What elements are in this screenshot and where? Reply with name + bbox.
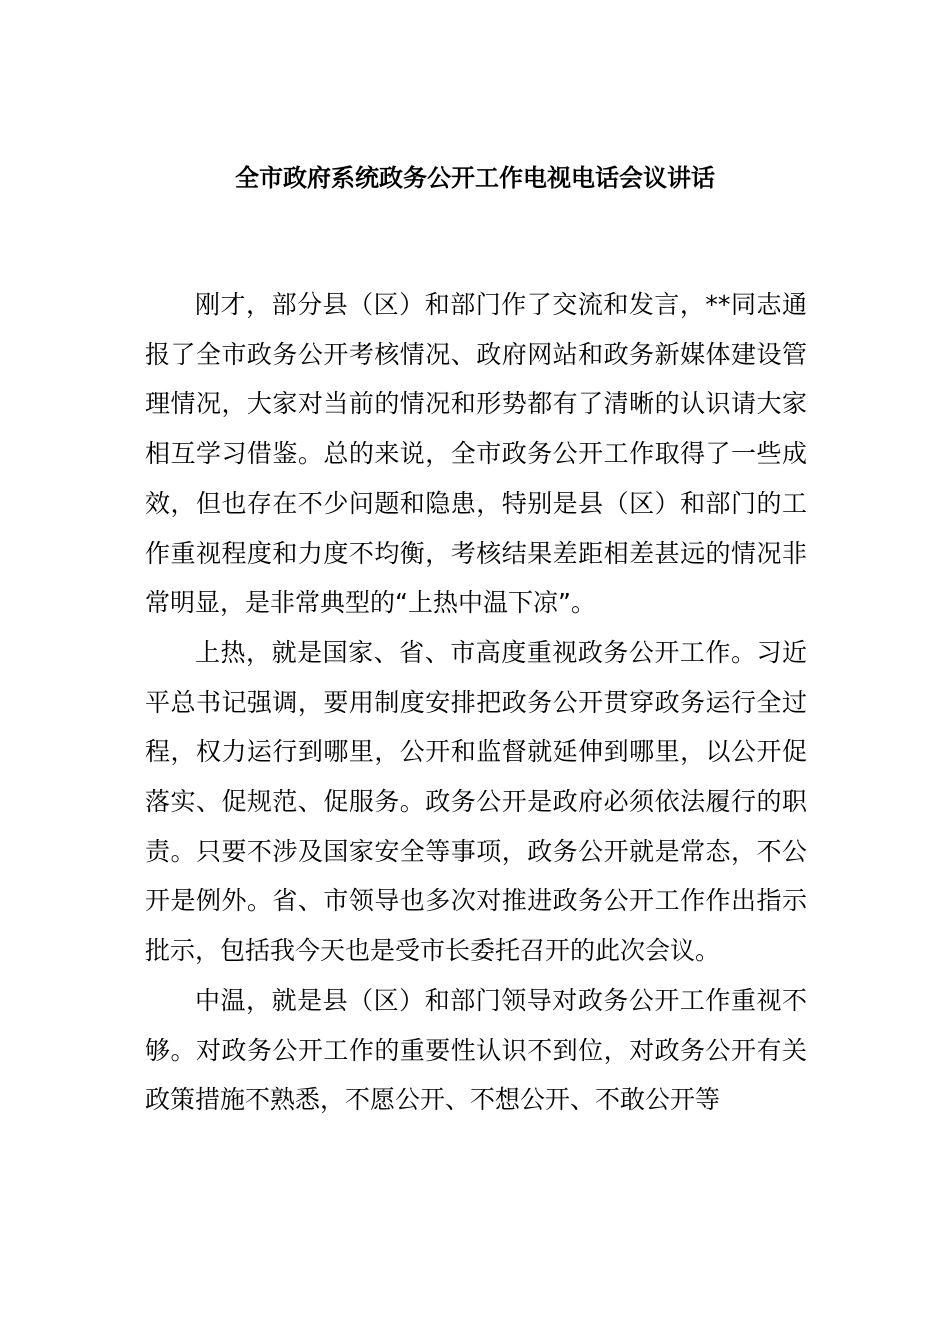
- document-body: [145, 280, 807, 1125]
- paragraph-3: 中温，就是县（区）和部门领导对政务公开工作重视不够。对政务公开工作的重要性认识不到位，对政务公开有关政策措施不熟悉，不愿公开、不想公开、不敢公开等: [145, 985, 807, 1115]
- document-title: 全市政府系统政务公开工作电视电话会议讲话: [235, 164, 715, 192]
- paragraph-2: 上热，就是国家、省、市高度重视政务公开工作。习近平总书记强调，要用制度安排把政务公开贯穿政务运行全过程，权力运行到哪里，公开和监督就延伸到哪里，以公开促落实、促规范、促服务。政务公开是政府必须依法履行的职责。只要不涉及国家安全等事项，政务公开就是常态，不公开是例外。省、市领导也多次对推进政务公开工作作出指示批示，包括我今天也是受市长委托召开的此次会议。: [145, 637, 807, 966]
- paragraph-1: 刚才，部分县（区）和部门作了交流和发言，**同志通报了全市政务公开考核情况、政府网站和政务新媒体建设管理情况，大家对当前的情况和形势都有了清晰的认识请大家相互学习借鉴。总的来说，全市政务公开工作取得了一些成效，但也存在不少问题和隐患，特别是县（区）和部门的工作重视程度和力度不均衡，考核结果差距相差甚远的情况非常明显，是非常典型的“上热中温下凉”。: [145, 290, 807, 618]
